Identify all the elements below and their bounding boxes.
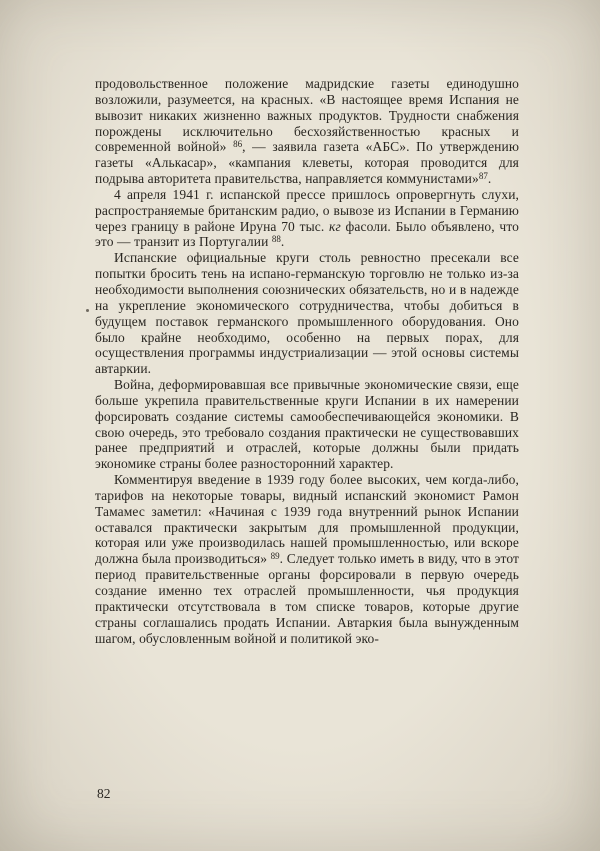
page-number: 82 [97,786,111,801]
paragraph: продовольственное положение мадридские газеты единодушно возложили, разумеется, на красных. «В настоящее время Испания не вывозит никаких жизненно важных продуктов. Трудности снабжения порождены исключительно бесхозяйственностью красных и современной войной» $^{86}$, — заявила газета «АБС». По утверждению газеты «Алькасар», «кампания клеветы, которая проводится для подрыва авторитета правительства, направляется коммунистами»$^{87}$. [95,76,519,187]
footnote-ref: 89 [270,550,280,561]
scan-artifact-dot [86,309,89,312]
footnote-ref: 87 [478,170,488,181]
footnote-ref: 86 [233,138,243,149]
italic-term: кг [329,218,341,234]
paragraph: 4 апреля 1941 г. испанской прессе пришлось опровергнуть слухи, распространяемые британским радио, о вывозе из Испании в Германию через границу в районе Ируна 70 тыс. кг фасоли. Было объявлено, что это — транзит из Португалии $^{88}$. [95,186,519,250]
footnote-ref: 88 [271,233,281,244]
paragraph: Комментируя введение в 1939 году более высоких, чем когда-либо, тарифов на некоторые товары, видный испанский экономист Рамон Тамамес заметил: «Начиная с 1939 года внутренний рынок Испании оставался практически закрытым для промышленной продукции, которая или уже производилась нашей промышленностью, или вскоре должна была производиться» $^{89}$. Следует только иметь в виду, что в этот период правительственные органы форсировали в первую очередь создание именно тех отраслей промышленности, чья продукция практически отсутствовала в том списке товаров, которые другие страны соглашались продать Испании. Автаркия была вынужденным шагом, обусловленным войной и политикой эко- [95,472,519,646]
paragraph: Испанские официальные круги столь ревностно пресекали все попытки бросить тень на испано-германскую торговлю не только из-за необходимости выполнения союзнических обязательств, но и в надежде на укрепление экономического сотрудничества, чтобы добиться в будущем поставок германского промышленного оборудования. Оно было крайне необходимо, особенно на первых порах, для осуществления программы индустриализации — этой основы системы автаркии. [95,250,519,377]
text-block [95,76,519,646]
paragraph: Война, деформировавшая все привычные экономические связи, еще больше укрепила правительственные круги Испании в их намерении форсировать создание системы самообеспечивающейся экономики. В свою очередь, это требовало создания практически не существовавших ранее предприятий и отраслей, которые должны были придать экономике страны более разносторонний характер. [95,377,519,472]
